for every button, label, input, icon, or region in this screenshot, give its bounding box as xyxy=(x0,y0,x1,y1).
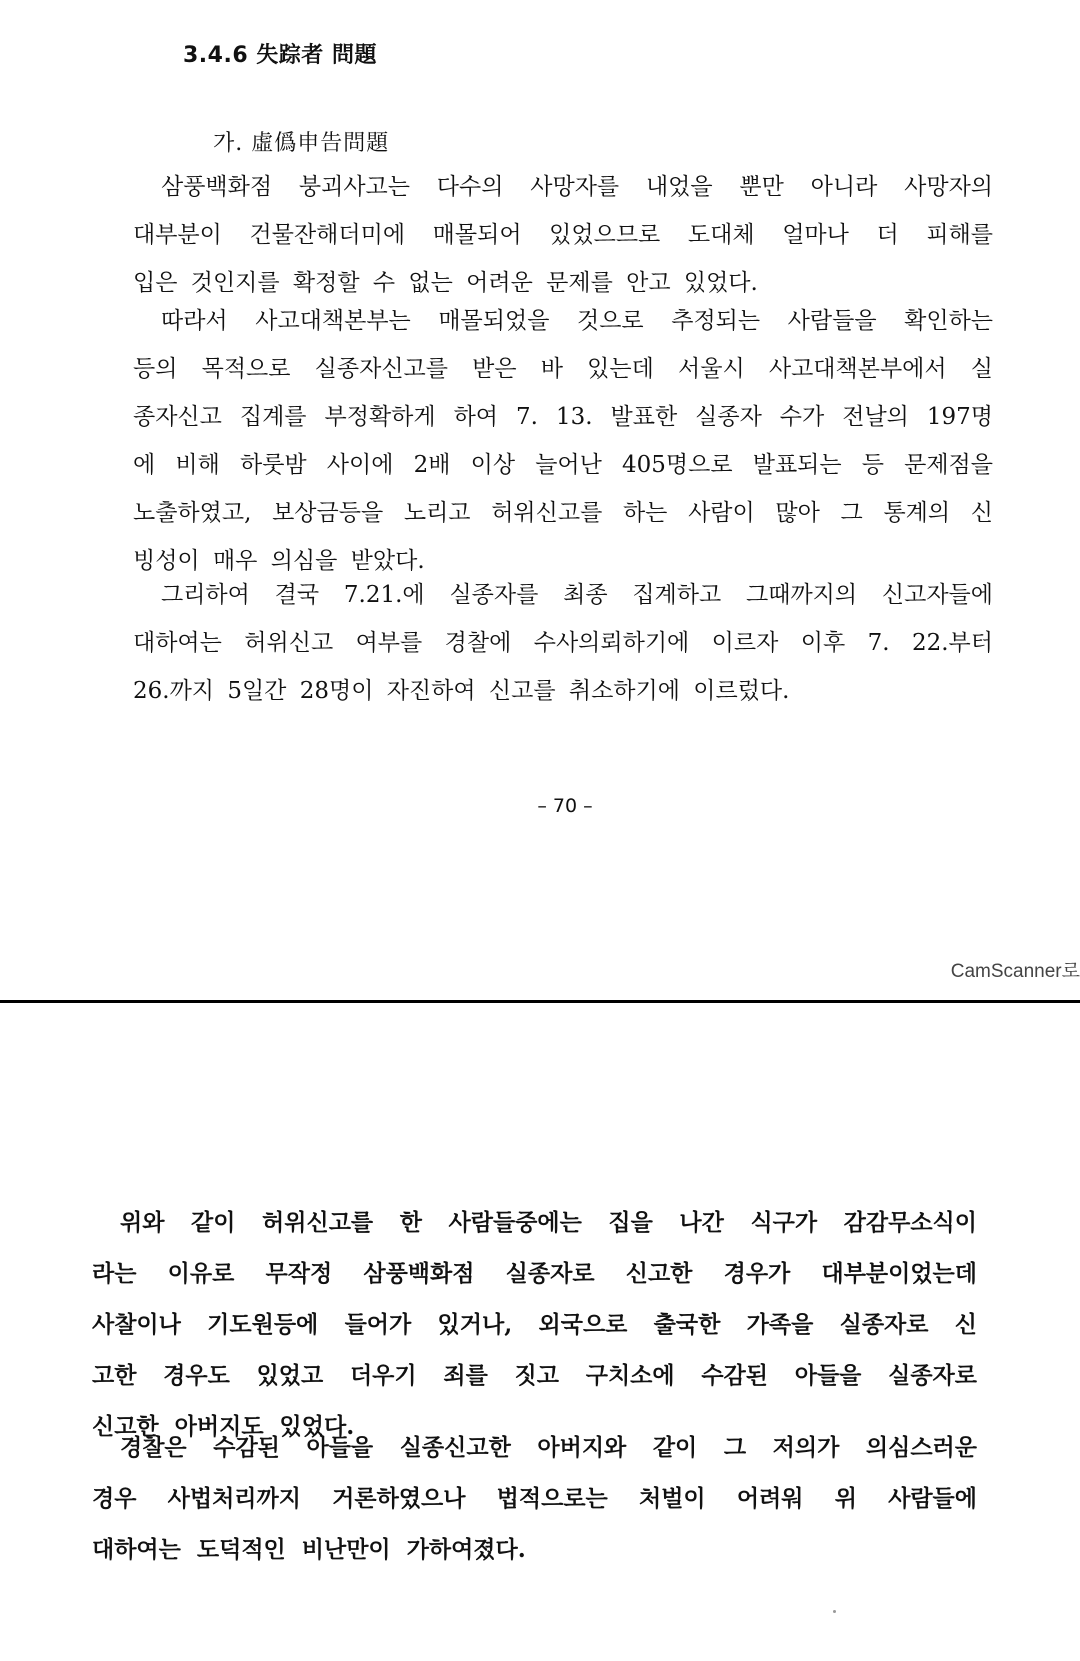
paragraph-3 xyxy=(133,571,993,715)
text-line: 신고한 아버지도 있었다. xyxy=(92,1413,355,1440)
text-line: 경우 사법처리까지 거론하였으나 법적으로는 처벌이 어려워 위 사람들에 xyxy=(92,1485,977,1512)
page-number: – 70 – xyxy=(537,795,593,817)
text-line: 고한 경우도 있었고 더우기 죄를 짓고 구치소에 수감된 아들을 실종자로 xyxy=(92,1362,977,1389)
text-line: 입은 것인지를 확정할 수 없는 어려운 문제를 안고 있었다. xyxy=(133,270,758,296)
lower-scanned-page xyxy=(0,1002,1080,1661)
text-line: 종자신고 집계를 부정확하게 하여 7. 13. 발표한 실종자 수가 전날의 197명 xyxy=(133,404,993,430)
text-line: 그리하여 결국 7.21.에 실종자를 최종 집계하고 그때까지의 신고자들에 xyxy=(161,582,993,608)
paragraph-1 xyxy=(133,163,993,307)
text-line: 에 비해 하룻밤 사이에 2배 이상 늘어난 405명으로 발표되는 등 문제점을 xyxy=(133,452,993,478)
text-line: 경찰은 수감된 아들을 실종신고한 아버지와 같이 그 저의가 의심스러운 xyxy=(120,1434,977,1461)
paragraph-2 xyxy=(133,297,993,585)
text-line: 빙성이 매우 의심을 받았다. xyxy=(133,548,425,574)
text-line: 라는 이유로 무작정 삼풍백화점 실종자로 신고한 경우가 대부분이었는데 xyxy=(92,1260,977,1287)
text-line: 등의 목적으로 실종자신고를 받은 바 있는데 서울시 사고대책본부에서 실 xyxy=(133,356,993,382)
paragraph-5 xyxy=(92,1422,977,1575)
text-line: 사찰이나 기도원등에 들어가 있거나, 외국으로 출국한 가족을 실종자로 신 xyxy=(92,1311,977,1338)
text-line: 26.까지 5일간 28명이 자진하여 신고를 취소하기에 이르렀다. xyxy=(133,678,790,704)
text-line: 대부분이 건물잔해더미에 매몰되어 있었으므로 도대체 얼마나 더 피해를 xyxy=(133,222,993,248)
camscanner-watermark: CamScanner로 xyxy=(950,961,1080,982)
text-line: 대하여는 도덕적인 비난만이 가하여졌다. xyxy=(92,1536,526,1563)
text-line: 삼풍백화점 붕괴사고는 다수의 사망자를 내었을 뿐만 아니라 사망자의 xyxy=(161,174,993,200)
text-line: 노출하였고, 보상금등을 노리고 허위신고를 하는 사람이 많아 그 통계의 신 xyxy=(133,500,993,526)
scan-speck xyxy=(833,1610,836,1613)
paragraph-4 xyxy=(92,1197,977,1452)
section-heading: 3.4.6 失踪者 問題 xyxy=(183,43,377,68)
text-line: 따라서 사고대책본부는 매몰되었을 것으로 추정되는 사람들을 확인하는 xyxy=(161,308,993,334)
text-line: 위와 같이 허위신고를 한 사람들중에는 집을 나간 식구가 감감무소식이 xyxy=(120,1209,977,1236)
text-line: 대하여는 허위신고 여부를 경찰에 수사의뢰하기에 이르자 이후 7. 22.부터 xyxy=(133,630,993,656)
sub-heading: 가. 虛僞申告問題 xyxy=(213,131,390,156)
